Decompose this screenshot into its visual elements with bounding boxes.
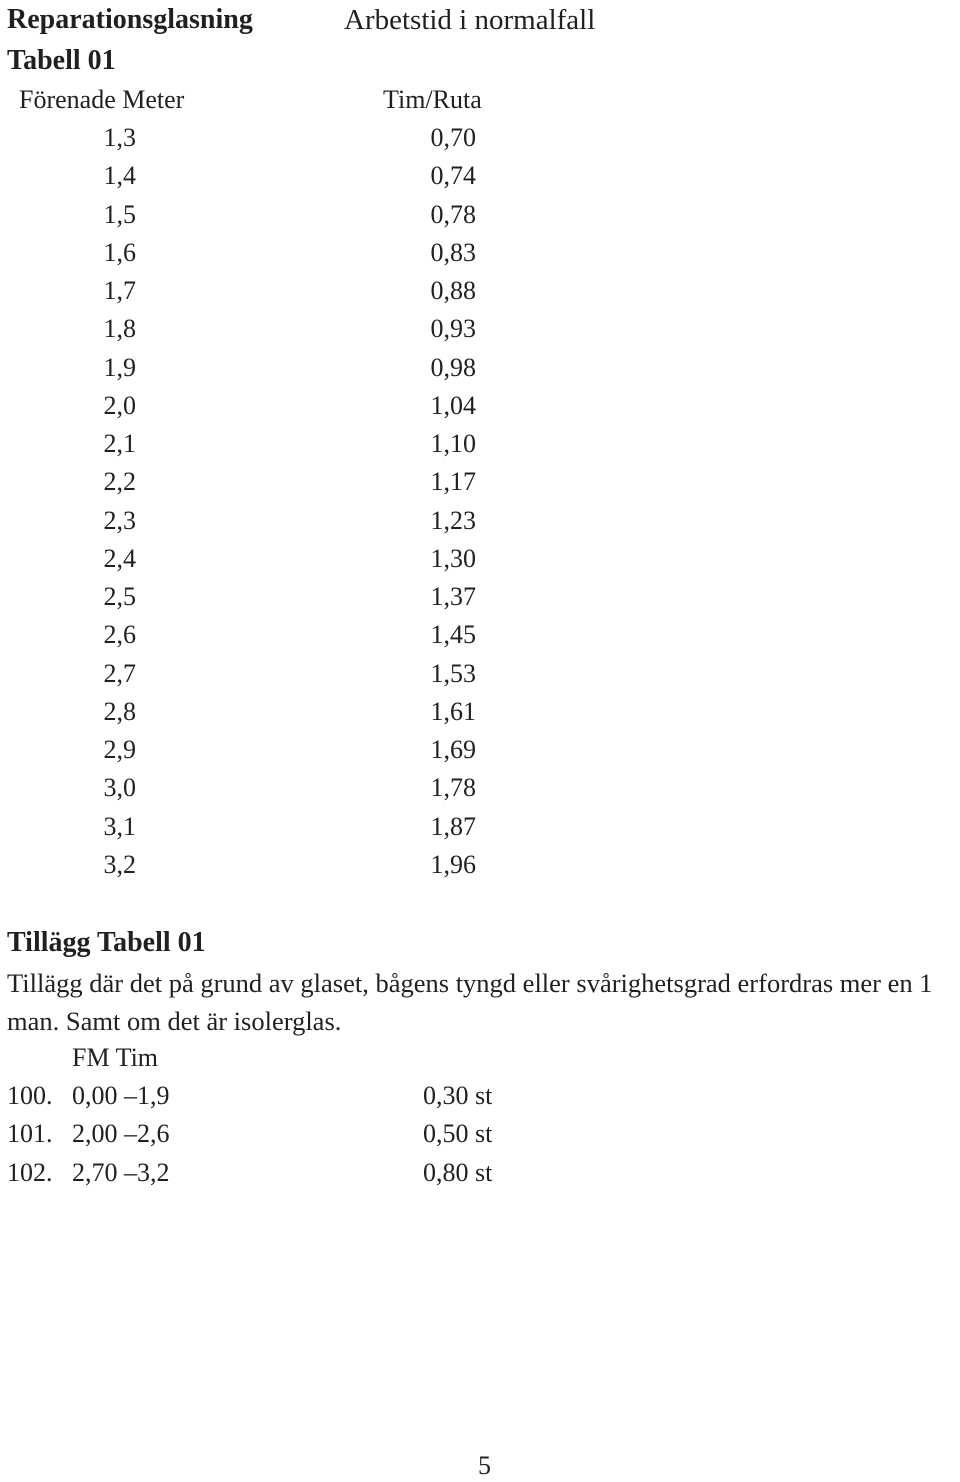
cell-fm: 2,7 bbox=[103, 658, 136, 688]
cell-fm: 2,4 bbox=[103, 543, 136, 573]
table-row bbox=[0, 159, 600, 197]
cell-fm: 1,5 bbox=[103, 199, 136, 229]
cell-tim: 1,96 bbox=[430, 849, 476, 879]
table-row bbox=[0, 465, 600, 503]
cell-fm: 2,6 bbox=[103, 620, 136, 650]
cell-fm: 3,0 bbox=[103, 773, 136, 803]
table-row bbox=[0, 771, 600, 809]
cell-tim: 0,83 bbox=[430, 237, 476, 267]
addon-code: 101. bbox=[7, 1119, 53, 1149]
cell-tim: 1,53 bbox=[430, 658, 476, 688]
addon-range: 2,00 –2,6 bbox=[72, 1119, 170, 1149]
cell-tim: 0,74 bbox=[430, 161, 476, 191]
cell-fm: 1,8 bbox=[103, 314, 136, 344]
table-label: Tabell 01 bbox=[7, 45, 116, 76]
addon-code: 100. bbox=[7, 1081, 53, 1110]
cell-fm: 1,6 bbox=[103, 237, 136, 267]
cell-fm: 2,2 bbox=[103, 467, 136, 497]
page-number: 5 bbox=[478, 1451, 491, 1480]
addons-column-header: FM Tim bbox=[72, 1043, 159, 1072]
table-row bbox=[0, 695, 600, 733]
addon-value: 0,80 st bbox=[423, 1157, 493, 1187]
document-subtitle: Arbetstid i normalfall bbox=[344, 4, 596, 36]
cell-tim: 1,69 bbox=[430, 735, 476, 764]
cell-fm: 3,2 bbox=[103, 849, 136, 879]
cell-fm: 2,5 bbox=[103, 582, 136, 611]
table-row bbox=[0, 121, 600, 159]
table-row bbox=[0, 312, 600, 350]
table-row bbox=[0, 236, 600, 274]
cell-fm: 2,9 bbox=[103, 735, 136, 764]
cell-tim: 0,93 bbox=[430, 314, 476, 344]
table-row bbox=[0, 542, 600, 580]
table-row bbox=[0, 389, 600, 427]
cell-fm: 2,3 bbox=[103, 505, 136, 535]
cell-tim: 0,98 bbox=[430, 352, 476, 382]
cell-tim: 1,37 bbox=[430, 582, 476, 611]
table-row bbox=[0, 198, 600, 236]
cell-fm: 2,1 bbox=[103, 429, 136, 458]
cell-fm: 1,7 bbox=[103, 276, 136, 305]
addons-heading: Tillägg Tabell 01 bbox=[7, 927, 206, 958]
cell-tim: 1,04 bbox=[430, 390, 476, 420]
data-table bbox=[0, 121, 600, 886]
cell-tim: 1,30 bbox=[430, 543, 476, 573]
cell-tim: 0,88 bbox=[430, 276, 476, 305]
cell-tim: 1,87 bbox=[430, 811, 476, 841]
cell-tim: 1,17 bbox=[430, 467, 476, 497]
cell-tim: 0,70 bbox=[430, 123, 476, 152]
document-title: Reparationsglasning bbox=[7, 4, 253, 35]
list-item bbox=[0, 1079, 700, 1117]
addon-value: 0,50 st bbox=[423, 1119, 493, 1149]
addon-value: 0,30 st bbox=[423, 1081, 493, 1110]
table-row bbox=[0, 351, 600, 389]
addons-list bbox=[0, 1079, 700, 1194]
column-header-fm: Förenade Meter bbox=[19, 85, 185, 114]
cell-tim: 1,61 bbox=[430, 696, 476, 726]
addon-range: 2,70 –3,2 bbox=[72, 1157, 170, 1187]
cell-fm: 3,1 bbox=[103, 811, 136, 841]
table-row bbox=[0, 848, 600, 886]
addon-code: 102. bbox=[7, 1157, 53, 1187]
cell-fm: 1,4 bbox=[103, 161, 136, 191]
column-header-tim: Tim/Ruta bbox=[383, 85, 482, 114]
cell-tim: 1,78 bbox=[430, 773, 476, 803]
table-row bbox=[0, 657, 600, 695]
cell-tim: 1,23 bbox=[430, 505, 476, 535]
addon-range: 0,00 –1,9 bbox=[72, 1081, 170, 1110]
table-row bbox=[0, 733, 600, 771]
cell-fm: 2,8 bbox=[103, 696, 136, 726]
list-item bbox=[0, 1117, 700, 1155]
cell-fm: 1,9 bbox=[103, 352, 136, 382]
cell-fm: 1,3 bbox=[103, 123, 136, 152]
cell-fm: 2,0 bbox=[103, 390, 136, 420]
table-row bbox=[0, 618, 600, 656]
table-row bbox=[0, 810, 600, 848]
cell-tim: 0,78 bbox=[430, 199, 476, 229]
table-row bbox=[0, 504, 600, 542]
table-row bbox=[0, 274, 600, 312]
table-row bbox=[0, 580, 600, 618]
table-row bbox=[0, 427, 600, 465]
addons-description: Tillägg där det på grund av glaset, bågens tyngd eller svårighetsgrad erfordras mer en 1 man. Samt om det är isolerglas. bbox=[7, 968, 933, 1036]
cell-tim: 1,10 bbox=[430, 429, 476, 458]
list-item bbox=[0, 1156, 700, 1194]
cell-tim: 1,45 bbox=[430, 620, 476, 650]
